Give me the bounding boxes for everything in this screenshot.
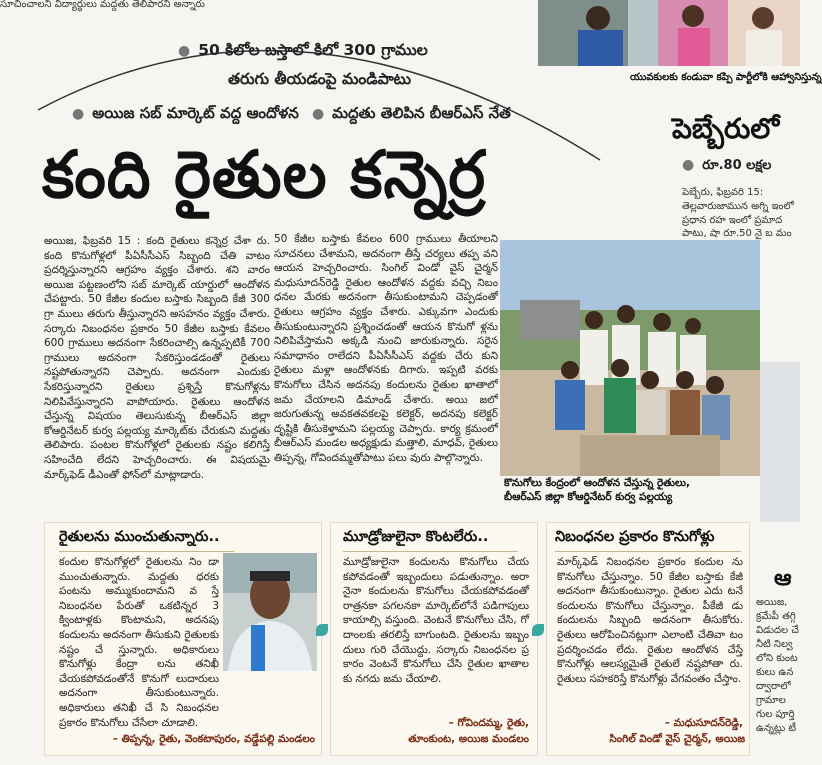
quote-box-1-signature: – తిప్పన్న, రైతు, వెంకటాపురం, వడ్డేపల్లి మండలం xyxy=(112,733,315,745)
quote-box-2 xyxy=(330,522,538,756)
quote-box-2-body: మూడ్రోజులైనా కందులను కొనుగోలు చేయ కపోవడంతో ఇబ్బందులు పడుతున్నాం. అరా నైనా కందులను కొనుగోలు చేయకపోవడంతో రాత్రనకా పగలనకా మార్కెట్‌లోనే పడిగాపులు కాయాల్సి వస్తుంది. వెంటనే కొనుగోలు చేసి, గో దాంలకు తరలిస్తే బాగుంటది. రైతులను ఇబ్బం దులు గురి చేయొద్దు. సర్కారు నిబంధనల ప్ర కారం వెంటనే కొనుగోలు చేసి రైతుల ఖాతాల కు నగదు జమ చేయాలి. xyxy=(343,556,529,685)
leaf-icon xyxy=(316,624,328,636)
deck-line-3: ● అయిజ సబ్ మార్కెట్ వద్ద ఆందోళన ● మద్దతు తెలిపిన బీఆర్ఎస్ నేత xyxy=(72,104,511,122)
portrait-image xyxy=(223,553,317,671)
main-headline: కంది రైతుల కన్నెర్ర xyxy=(42,136,487,213)
right-story-body: పెబ్బేరు, ఫిబ్రవరి 15: తెల్లవారుజామున అగ్ని ఇంలో ప్రధాన రహ ఇంలో ప్రమాద పాటు, షా రూ.50 నై బ మం xyxy=(682,187,794,240)
deck-line-2: తరుగు తీయడంపై మండిపాటు xyxy=(228,70,412,88)
bullet-icon: ● xyxy=(311,106,325,122)
quote-box-1-title: రైతులను ముంచుతున్నారు.. xyxy=(59,529,220,545)
quote-box-1 xyxy=(44,522,322,756)
protest-photo-image xyxy=(500,240,760,476)
photo-caption xyxy=(504,476,754,504)
bullet-icon: ● xyxy=(178,43,191,59)
quote-box-3-title: నిబంధనల ప్రకారం కొనుగోళ్లు xyxy=(555,529,715,545)
quote-box-2-title-underline xyxy=(343,551,518,552)
photo-caption-line-1: కొనుగోలు కేంద్రంలో ఆందోళన చేస్తున్న రైతులు, xyxy=(504,477,691,489)
leaf-icon xyxy=(532,624,544,636)
deck-line-1: ● 50 కిలోల బస్తాలో కిలో 300 గ్రాముల xyxy=(178,41,428,59)
bullet-icon: ● xyxy=(72,106,85,122)
top-strip-text: సూచించాలని విద్యార్థులు మద్దతు తెలిపారని అన్నారు xyxy=(0,0,206,10)
quote-box-3-signature-1: – మధుసూదన్‌రెడ్డి, xyxy=(664,717,743,729)
farmers-protest-photo xyxy=(500,240,760,476)
right-bottom-heading: ఆ xyxy=(774,566,792,591)
quote-box-3-title-underline xyxy=(555,551,741,552)
right-bottom-body: అయిజ, క్రమేపీ తగ్గి విడుదల చే నీటి నిల్వ లోని కుంట కులు ఉన ద్వారాలో గ్రామాల గుల పూర్తి ఉన్నట్లు టీ xyxy=(756,597,799,734)
top-right-caption: యువకులకు కండువా కప్పి పార్టీలోకి ఆహ్వానిస్తున్న xyxy=(630,72,822,83)
photo-caption-line-2: బీఆర్ఎస్ జిల్లా కోఆర్డినేటర్ కుర్వ పల్లయ్య xyxy=(504,491,673,503)
right-edge-photo-strip xyxy=(760,362,800,522)
quote-box-1-body: కందుల కొనుగోళ్లలో రైతులను నిం డా ముంచుతున్నారు. మద్దతు ధరకు పంటను అమ్ముకుందామని వ స్తే నిబంధనల పేరుతో ఒకటిన్నర 3 క్వింటాళ్లకు కొంటామని, అదనపు కందులను అదనంగా తీసుకుని రైతులకు నష్టం చే స్తున్నారు. అధికారులు కొనుగోళ్లు కేంద్రా లను తనిఖీ చేయకపోవడంతోనే కొనుగో లుదారులు అదనంగా తీసుకుంటున్నారు. అధికారులు తనిఖీ చే సి నిబంధనల ప్రకారం కొనుగోలు చేసేలా చూడాలి. xyxy=(59,556,219,729)
right-story-headline: పెబ్బేరులో xyxy=(672,112,780,145)
article-column-1: అయిజ, ఫిబ్రవరి 15 : కంది రైతులు కన్నెర్ర చేశా రు. కంది కొనుగోళ్లలో పీఏసీసీఎస్ సిబ్బంది చేతి వాటం ప్రదర్శిస్తున్నారని ఆగ్రహం వ్యక్తం చేశారు. శని వారం అయిజ పట్టణంలోని సబ్ మార్కెట్ యార్డులో ఆందోళన చేపట్టారు. 50 కేజీల కందుల బస్తాకు సిబ్బంది కేజీ 300 గ్రా ములు తరుగు తీస్తున్నారని అసహనం వ్యక్తం చేశారు. సర్కారు నిబంధనల ప్రకారం 50 కేజీల బస్తాకు కేవలం 600 గ్రాములు అదనంగా సేకరించాల్సి ఉన్నప్పటికీ 700 గ్రాములు అదనంగా సేకరిస్తుండడంతో రైతులు నష్టపోతున్నారని చెప్పారు. అదనంగా ఎందుకు సేకరిస్తున్నారని రైతులు ప్రశ్నిస్తే కొనుగోళ్లను నిలిపివేస్తున్నారని వాపోయారు. రైతులు ఆందోళన చేస్తున్న విషయం తెలుసుకున్న బీఆర్ఎస్ జిల్లా కోఆర్డినేటర్ కుర్వ పల్లయ్య మార్కెట్‌కు చేరుకుని మద్దతు తెలిపారు. పంటల కొనుగోళ్లలో రైతులకు నష్టం కలిగిస్తే సహించేది లేదని హెచ్చరించారు. ఈ విషయమై మార్క్‌ఫెడ్ డీఎంతో ఫోన్‌లో మాట్లాడారు. xyxy=(44,235,270,481)
quote-box-3 xyxy=(546,522,750,756)
article-column-2: 50 కేజీల బస్తాకు కేవలం 600 గ్రాములు తీయాలని సూచనలు చేశామని, అదనంగా తీస్తే చర్యలు తప్ప వని ఆయన హెచ్చరించారు. సింగిల్ విండో వైస్ చైర్మన్ మధుసూదన్‌రెడ్డి రైతుల ఆందోళన వద్దకు వచ్చి నిబం ధనల మేరకు అదనంగా తీసుకుంటామని చెప్పడంతో రైతులు ఆగ్రహం వ్యక్తం చేశారు. ఎక్కువగా ఎందుకు తీసుకుంటున్నారని ప్రశ్నించడంతో ఆయన కొనుగో ళ్లను నిలిపివేస్తామని అక్కడి నుంచి జారుకున్నారు. సరైన సమాధానం రాలేదని పీఏసీసీఎస్ వద్దకు చేరు కుని రైతులు మళ్లా ఆందోళనకు దిగారు. ఇప్పటి వరకు కొనుగోలు చేసిన అదనపు కందులను రైతుల ఖాతాలో జమ చేయాలని డిమాండ్ చేశారు. అయి జలో జరుగుతున్న అవకతవకలపై కలెక్టర్, అదనపు కలెక్టర్ దృష్టికి తీసుకెళ్తామని పల్లయ్య చెప్పారు. కార్య క్రమంలో బీఆర్ఎస్ మండల అధ్యక్షుడు మత్తాలి, మాధవ్, రైతులు తిప్పన్న, గోవిందమ్మతోపాటు పలు వురు పాల్గొన్నారు. xyxy=(274,233,498,464)
quote-box-3-signature-2: సింగిల్ విండో వైస్ చైర్మన్, అయిజ xyxy=(609,733,745,745)
farmer-portrait xyxy=(223,553,317,671)
bullet-icon: ● xyxy=(682,157,695,173)
quote-box-1-title-underline xyxy=(59,551,234,552)
right-story-subhead: ● రూ.80 లక్షల xyxy=(682,157,772,173)
quote-box-2-signature-1: – గోవిందమ్మ, రైతు, xyxy=(448,717,529,729)
quote-box-2-title: మూడ్రోజులైనా కొంటలేరు.. xyxy=(343,529,489,545)
quote-box-2-signature-2: తూంకుంట, అయిజ మండలం xyxy=(408,733,529,745)
quote-box-3-body: మార్క్‌ఫెడ్ నిబంధనల ప్రకారం కందుల ను కొనుగోలు చేస్తున్నాం. 50 కేజీల బస్తాకు కేజీ అదనంగా తీసుకుంటున్నాం. రైతుల ఎదు టనే కందులను కొనుగోలు చేస్తున్నాం. పీకేజీ డు కందులను సిబ్బంది అదనంగా తీసుకోరు. రైతులు ఆరోపించినట్లుగా ఎలాంటి చేతివా టం ప్రదర్శించడం లేదు. రైతుల ఆందోళన చేస్తే కొనుగోళ్లు ఆలస్యమైతే రైతులే నష్టపోతా రు. రైతులు సహకరిస్తే కొనుగోళ్లు వేగవంతం చేస్తాం. xyxy=(557,556,743,685)
